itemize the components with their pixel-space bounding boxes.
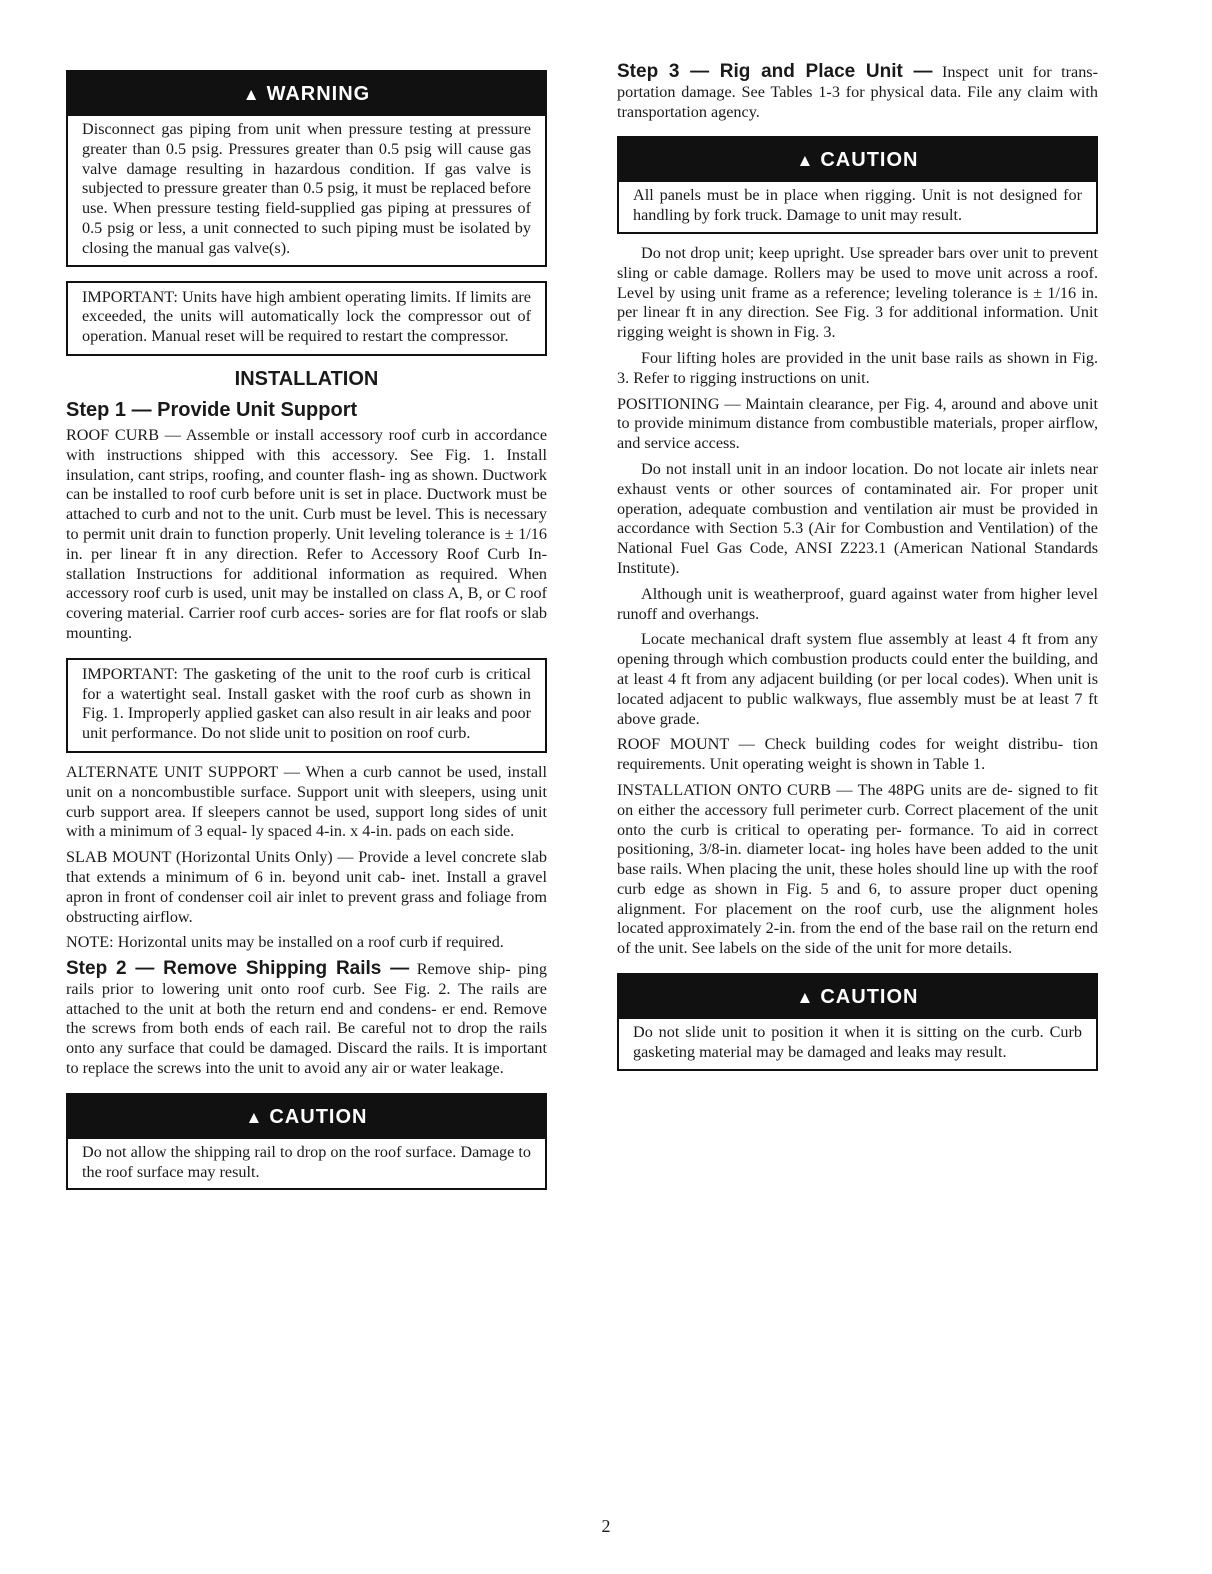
- indoor-paragraph: Do not install unit in an indoor location. Do not locate air inlets near exhaust vents or other sources of contaminated air. For proper unit operation, adequate combustion and ventilation air must be provided in accordance with Section 5.3 (Air for Combustion and Ventilation) of the National Fuel Gas Code, ANSI Z223.1 (American National Standards Institute).: [617, 459, 1098, 577]
- caution-box-rail: [66, 1093, 547, 1191]
- warning-header: ▲ WARNING: [68, 72, 545, 116]
- step1-title: Step 1 — Provide Unit Support: [66, 398, 358, 421]
- installation-onto-curb-paragraph: INSTALLATION ONTO CURB — The 48PG units are de- signed to fit on either the accessory full perimeter curb. Correct placement of the unit onto the curb is critical to operating per- formance. To aid in correct positioning, 3/8-in. diameter locat- ing holes have been added to the unit base rails. When placing the unit, these holes should line up with the roof curb edge as shown in Fig. 5 and 6, to assure proper duct opening alignment. For placement on the roof curb, use the alignment holes located approximately 2-in. from the end of the base rail on the return end of the unit. See labels on the side of the unit for more details.: [617, 780, 1098, 958]
- warning-triangle-icon: ▲: [796, 151, 815, 171]
- left-column: [66, 62, 547, 1200]
- warning-triangle-icon: ▲: [245, 1107, 264, 1127]
- important-box-limits: [66, 281, 547, 356]
- section-title: INSTALLATION: [234, 367, 379, 390]
- alternate-support-paragraph: ALTERNATE UNIT SUPPORT — When a curb cannot be used, install unit on a noncombustible surface. Support unit with sleepers, using unit curb support area. If sleepers cannot be used, support long sides of unit with a minimum of 3 equal- ly spaced 4-in. x 4-in. pads on each side.: [66, 762, 547, 841]
- caution-rigging-text: All panels must be in place when rigging. Unit is not designed for handling by fork truck. Damage to unit may result.: [633, 186, 1082, 225]
- positioning-paragraph: POSITIONING — Maintain clearance, per Fig. 4, around and above unit to provide minimum distance from combustible materials, proper airflow, and service access.: [617, 394, 1098, 453]
- flue-paragraph: Locate mechanical draft system flue assembly at least 4 ft from any opening through which combustion products could enter the building, and at least 4 ft from any adjacent building (or per local codes). When unit is located adjacent to public walkways, flue assembly must be at least 7 ft above grade.: [617, 630, 1098, 728]
- caution-box-rigging: [617, 136, 1098, 234]
- important-box-gasket: [66, 658, 547, 753]
- roof-mount-paragraph: ROOF MOUNT — Check building codes for weight distribu- tion requirements. Unit operating weight is shown in Table 1.: [617, 735, 1098, 774]
- step3-paragraph: [617, 62, 1098, 122]
- caution-header-rigging: ▲ CAUTION: [619, 138, 1096, 182]
- step3-title: Step 3 — Rig and Place Unit —: [617, 61, 933, 82]
- warning-triangle-icon: ▲: [796, 988, 815, 1008]
- warning-box: [66, 70, 547, 267]
- important-limits-text: IMPORTANT: Units have high ambient operating limits. If limits are exceeded, the units will automatically lock the compressor out of operation. Manual reset will be required to restart the compressor.: [82, 287, 531, 346]
- step2-text: Remove ship- ping rails prior to lowering unit onto roof curb. See Fig. 2. The rails are attached to the unit at both the return end and condens- er end. Remove the screws from both ends of each rail. Be careful not to drop the rails onto any surface that could be damaged. Discard the rails. It is important to replace the screws into the unit to avoid any air or water leakage.: [66, 960, 547, 1078]
- roof-curb-paragraph: ROOF CURB — Assemble or install accessory roof curb in accordance with instructions shipped with this accessory. See Fig. 1. Install insulation, cant strips, roofing, and counter flash- ing as shown. Ductwork can be installed to roof curb before unit is set in place. Ductwork must be attached to curb and not to the unit. Curb must be level. This is necessary to permit unit drain to function properly. Unit leveling tolerance is ± 1/16 in. per linear ft in any direction. Refer to Accessory Roof Curb In- stallation Instructions for additional information as required. When accessory roof curb is used, unit may be installed on class A, B, or C roof covering material. Carrier roof curb acces- sories are for flat roofs or slab mounting.: [66, 425, 547, 642]
- caution-header-slide: ▲ CAUTION: [619, 975, 1096, 1019]
- caution-rail-text: Do not allow the shipping rail to drop on the roof surface. Damage to the roof surface may result.: [82, 1142, 531, 1181]
- warning-triangle-icon: ▲: [242, 85, 261, 104]
- slab-mount-paragraph: SLAB MOUNT (Horizontal Units Only) — Provide a level concrete slab that extends a minimum of 6 in. beyond unit cab- inet. Install a gravel apron in front of condenser coil air inlet to prevent grass and foliage from obstructing airflow.: [66, 848, 547, 926]
- step2-title: Step 2 — Remove Shipping Rails —: [66, 958, 410, 980]
- warning-text: Disconnect gas piping from unit when pressure testing at pressure greater than 0.5 psig. Pressures greater than 0.5 psig will cause gas valve damage resulting in hazardous condition. If gas valve is subjected to pressure greater than 0.5 psig, it must be replaced before use. When pressure testing field-supplied gas piping at pressures of 0.5 psig or less, a unit connected to such piping must be isolated by closing the manual gas valve(s).: [82, 120, 531, 257]
- caution-box-slide: [617, 973, 1098, 1071]
- weatherproof-paragraph: Although unit is weatherproof, guard against water from higher level runoff and overhangs.: [617, 584, 1098, 623]
- step3-text: Inspect unit for trans- portation damage. See Tables 1-3 for physical data. File any claim with transportation agency.: [617, 63, 1098, 121]
- step2-paragraph: [66, 959, 547, 1079]
- lifting-holes-paragraph: Four lifting holes are provided in the unit base rails as shown in Fig. 3. Refer to rigging instructions on unit.: [617, 348, 1098, 387]
- caution-slide-text: Do not slide unit to position it when it is sitting on the curb. Curb gasketing material may be damaged and leaks may result.: [633, 1023, 1082, 1061]
- note-paragraph: NOTE: Horizontal units may be installed on a roof curb if required.: [66, 933, 504, 952]
- drop-paragraph: Do not drop unit; keep upright. Use spreader bars over unit to prevent sling or cable damage. Rollers may be used to move unit across a roof. Level by using unit frame as a reference; leveling tolerance is ± 1/16 in. per linear ft in any direction. See Fig. 3 for additional information. Unit rigging weight is shown in Fig. 3.: [617, 243, 1098, 342]
- right-column: [617, 62, 1098, 1081]
- caution-header-rail: ▲ CAUTION: [68, 1095, 545, 1139]
- page-number: 2: [601, 1516, 611, 1536]
- important-gasket-text: IMPORTANT: The gasketing of the unit to the roof curb is critical for a watertight seal. Install gasket with the roof curb as shown in Fig. 1. Improperly applied gasket can also result in air leaks and poor unit performance. Do not slide unit to position on roof curb.: [82, 664, 531, 743]
